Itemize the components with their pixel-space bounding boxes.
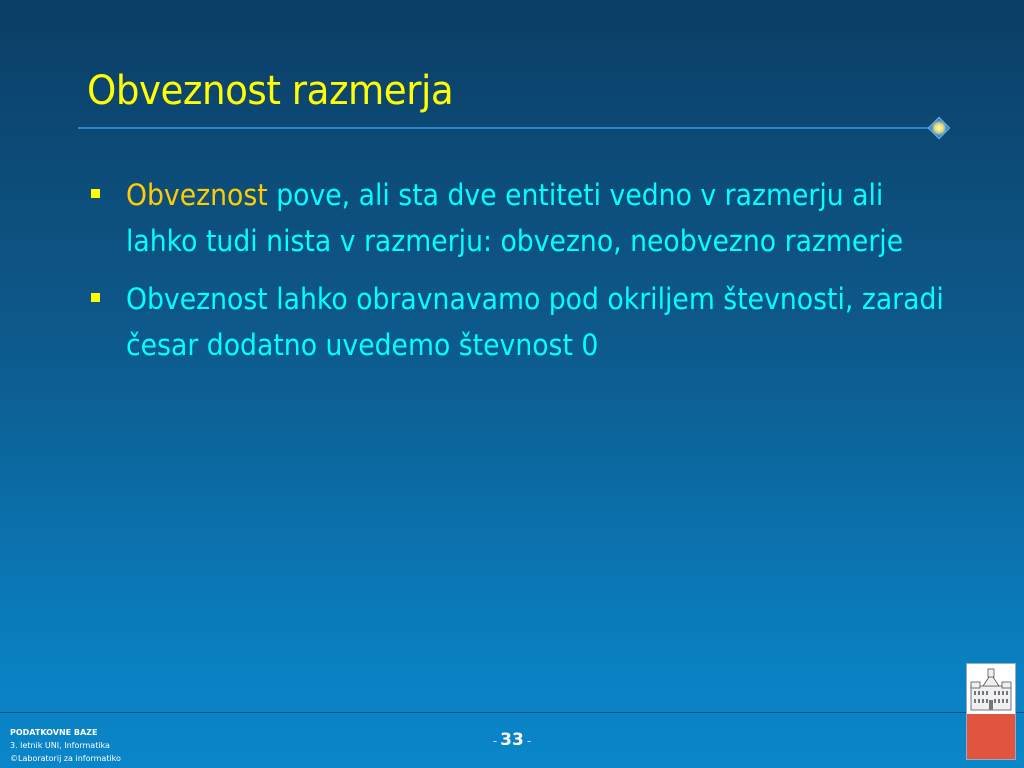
square-bullet-icon bbox=[91, 293, 100, 302]
page-number bbox=[0, 730, 1024, 750]
bullet-item bbox=[88, 276, 948, 368]
square-bullet-icon bbox=[91, 189, 100, 198]
bullet-text bbox=[126, 172, 959, 264]
bullet-text: Obveznost lahko obravnavamo pod okriljem števnosti, zaradi česar dodatno uvedemo števnost 0 bbox=[126, 282, 944, 362]
footer-year: 3. letnik UNI, Informatika bbox=[10, 741, 110, 750]
diamond-icon bbox=[928, 117, 951, 140]
page-dash-left: - bbox=[492, 734, 498, 748]
footer-course: PODATKOVNE BAZE bbox=[10, 728, 98, 737]
footer-copyright: ©Laboratorij za informatiko bbox=[10, 754, 121, 763]
bullet-item bbox=[88, 172, 948, 264]
bullet-list bbox=[88, 172, 948, 380]
slide-title: Obveznost razmerja bbox=[87, 68, 454, 114]
faculty-building-logo bbox=[966, 663, 1016, 760]
page-number-value: 33 bbox=[500, 730, 524, 750]
footer-divider bbox=[0, 712, 1024, 713]
bullet-body: pove, ali sta dve entiteti vedno v razmerju ali lahko tudi nista v razmerju: obvezno, neobvezno razmerje bbox=[126, 178, 904, 258]
bullet-highlight: Obveznost bbox=[126, 178, 268, 212]
page-dash-right: - bbox=[526, 734, 532, 748]
title-divider bbox=[78, 127, 933, 129]
